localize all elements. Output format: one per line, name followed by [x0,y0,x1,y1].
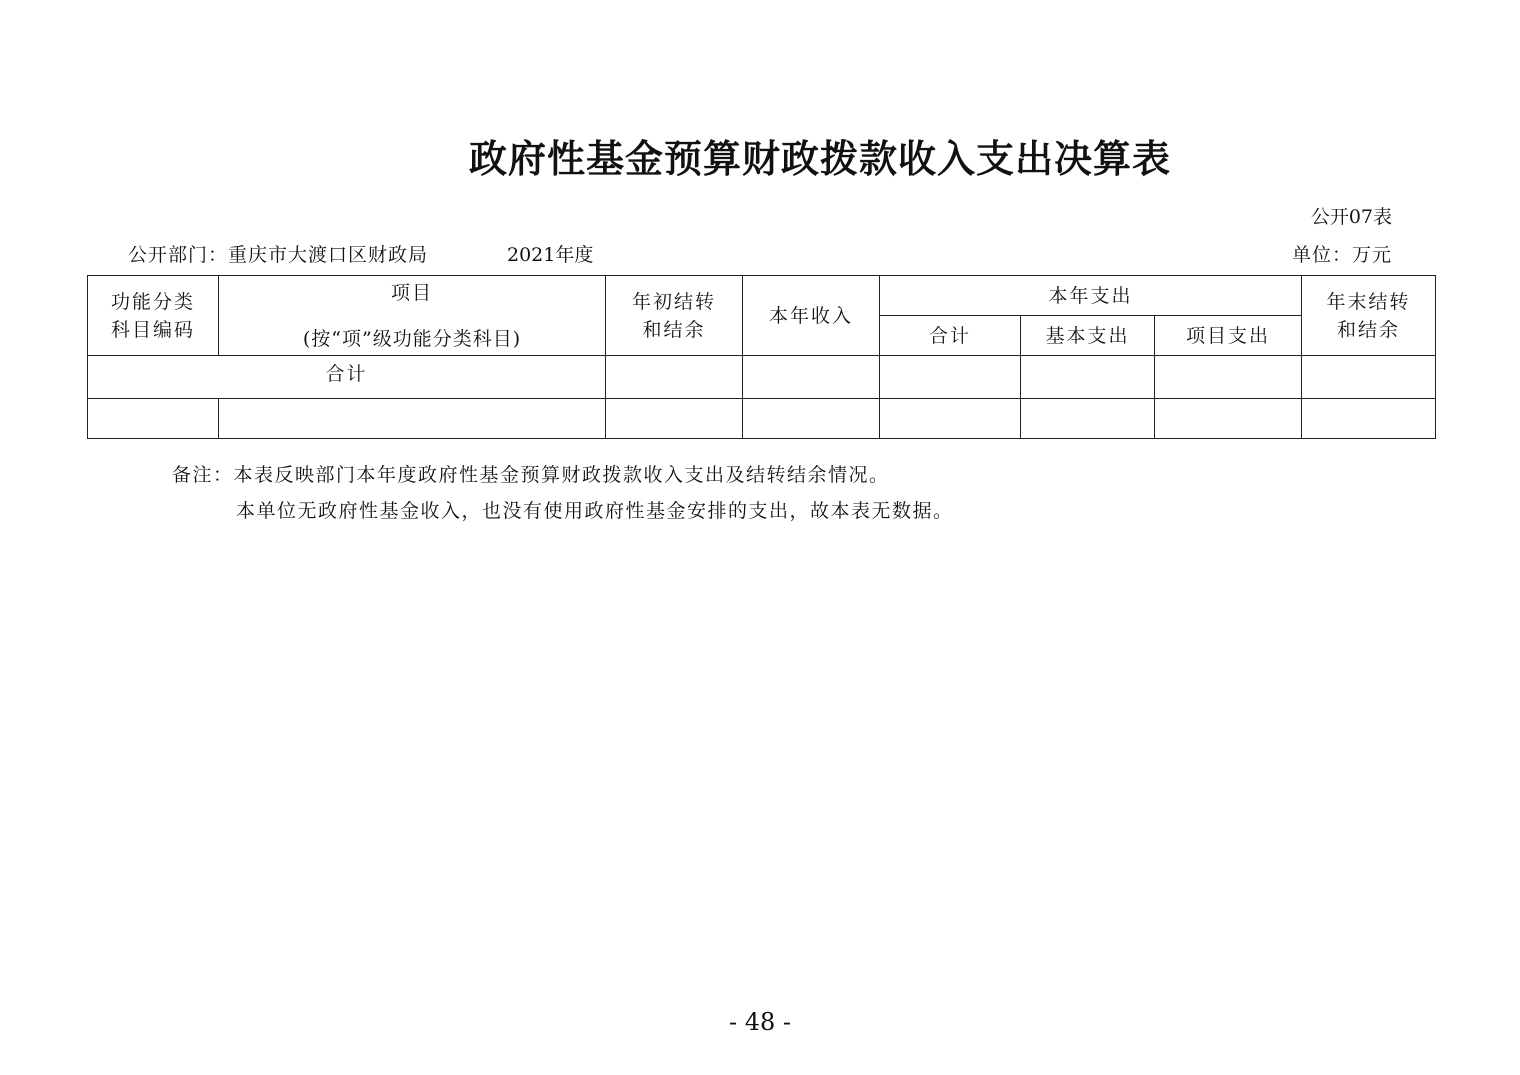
header-begin-balance [606,276,743,356]
table-cell [743,399,880,439]
header-code-line2: 科目编码 [110,318,195,341]
header-code [88,276,219,356]
note-line-2: 本单位无政府性基金收入，也没有使用政府性基金安排的支出，故本表无数据。 [236,500,954,522]
table-row-total [88,356,1436,399]
table-row [88,399,1436,439]
table-cell [1021,356,1155,399]
header-income: 本年收入 [743,276,880,356]
table-cell [88,399,219,439]
table-cell [219,399,606,439]
header-item-line1: 项目 [390,281,433,304]
total-label: 合计 [88,356,606,399]
table-cell [1155,356,1302,399]
table-cell [880,356,1021,399]
header-end-balance [1302,276,1436,356]
table-cell [1155,399,1302,439]
table-cell [1302,399,1436,439]
fiscal-year: 2021年度 [507,244,594,266]
table-cell [606,356,743,399]
budget-table [87,275,1436,439]
note-line-1: 备注：本表反映部门本年度政府性基金预算财政拨款收入支出及结转结余情况。 [172,464,890,486]
header-begin-line2: 和结余 [642,318,706,341]
header-end-line1: 年末结转 [1326,290,1411,313]
page-title: 政府性基金预算财政拨款收入支出决算表 [468,137,1171,181]
table-cell [743,356,880,399]
header-expense: 本年支出 [880,276,1302,316]
header-item [219,276,606,356]
header-code-line1: 功能分类 [110,290,195,313]
form-number: 公开07表 [1310,206,1392,228]
table-cell [606,399,743,439]
table-cell [1021,399,1155,439]
header-expense-project: 项目支出 [1155,316,1302,356]
header-expense-total: 合计 [880,316,1021,356]
header-expense-basic: 基本支出 [1021,316,1155,356]
page-number: - 48 - [728,1008,791,1036]
department-label: 公开部门：重庆市大渡口区财政局 [128,244,429,266]
table-cell [880,399,1021,439]
header-end-line2: 和结余 [1337,318,1401,341]
table-cell [1302,356,1436,399]
unit-label: 单位：万元 [1291,244,1392,266]
header-begin-line1: 年初结转 [631,290,716,313]
header-item-line2: (按“项”级功能分类科目) [302,327,522,350]
